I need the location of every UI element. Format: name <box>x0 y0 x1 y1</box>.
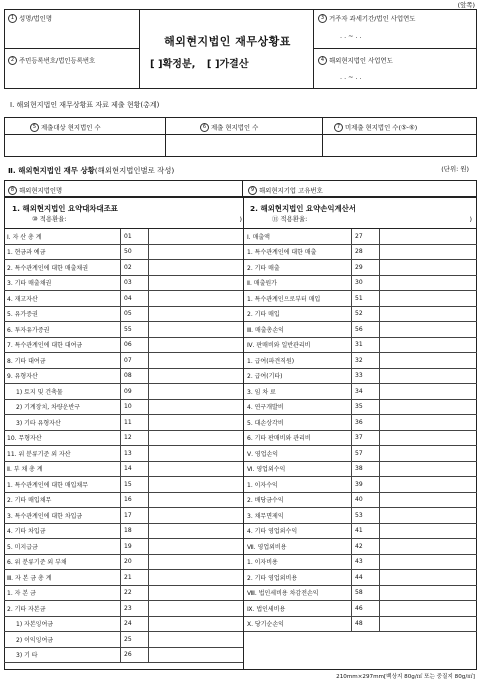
amount-cell[interactable] <box>380 477 478 493</box>
table-row <box>4 632 243 648</box>
row-label: 11. 위 분류기준 외 자산 <box>4 446 121 462</box>
is-exchange-rate-label: ⑪ 적용환율: <box>272 215 308 223</box>
table-row <box>4 523 243 539</box>
row-code: 08 <box>121 368 149 384</box>
row-code: 57 <box>352 446 380 462</box>
row-code: 03 <box>121 275 149 291</box>
amount-cell[interactable] <box>380 399 478 415</box>
row-label: Ⅱ. 매출원가 <box>244 275 352 291</box>
row-label: Ⅷ. 법인세비용 차감전손익 <box>244 585 352 601</box>
row-code: 10 <box>121 399 149 415</box>
amount-cell[interactable] <box>149 508 244 524</box>
row-label: 4. 연구개발비 <box>244 399 352 415</box>
table-row <box>4 244 243 260</box>
amount-cell[interactable] <box>149 275 244 291</box>
row-code: 22 <box>121 585 149 601</box>
table-row <box>244 275 477 291</box>
table-row <box>4 384 243 400</box>
row-code: 48 <box>352 616 380 632</box>
table-row <box>4 291 243 307</box>
row-code: 50 <box>121 244 149 260</box>
amount-cell[interactable] <box>149 647 244 663</box>
amount-cell[interactable] <box>149 306 244 322</box>
balance-sheet-header: 1. 해외현지법인 요약대차대조표 ⑩ 적용환율: ) <box>12 204 242 223</box>
amount-cell[interactable] <box>149 477 244 493</box>
row-code: 35 <box>352 399 380 415</box>
row-label: 3. 기타 매출채권 <box>4 275 121 291</box>
amount-cell[interactable] <box>380 616 478 632</box>
row-label: 1) 자본잉여금 <box>4 616 121 632</box>
row-label: 1. 이자비용 <box>244 554 352 570</box>
amount-cell[interactable] <box>380 523 478 539</box>
row-code: 34 <box>352 384 380 400</box>
row-label: 2. 기타 매입 <box>244 306 352 322</box>
table-row <box>244 508 477 524</box>
amount-cell[interactable] <box>149 415 244 431</box>
table-row <box>244 570 477 586</box>
submitted-count-label: 6 제출 현지법인 수 <box>200 123 258 132</box>
table-row <box>4 229 243 244</box>
row-code: 16 <box>121 492 149 508</box>
row-code: 06 <box>121 337 149 353</box>
table-row <box>244 585 477 601</box>
row-label: Ⅵ. 영업외수익 <box>244 461 352 477</box>
row-label: Ⅲ. 자 본 금 총 계 <box>4 570 121 586</box>
business-year-label: 4 해외현지법인 사업연도 <box>318 56 393 65</box>
amount-cell[interactable] <box>149 539 244 555</box>
table-row <box>244 477 477 493</box>
amount-cell[interactable] <box>149 601 244 617</box>
amount-cell[interactable] <box>149 430 244 446</box>
table-row <box>4 260 243 276</box>
confirmed-checkbox-label[interactable]: [ ]확정분, <box>150 59 196 70</box>
table-row <box>244 306 477 322</box>
amount-cell[interactable] <box>149 260 244 276</box>
row-label: 9. 유형자산 <box>4 368 121 384</box>
table-row <box>4 430 243 446</box>
row-code: 28 <box>352 244 380 260</box>
income-statement-header: 2. 해외현지법인 요약손익계산서 ⑪ 적용환율: ) <box>250 204 472 223</box>
row-code: 14 <box>121 461 149 477</box>
amount-cell[interactable] <box>149 244 244 260</box>
row-label: 2. 배당금수익 <box>244 492 352 508</box>
row-code: 37 <box>352 430 380 446</box>
table-row <box>4 337 243 353</box>
amount-cell[interactable] <box>380 275 478 291</box>
table-row <box>244 415 477 431</box>
table-row <box>244 322 477 338</box>
amount-cell[interactable] <box>149 570 244 586</box>
row-code: 58 <box>352 585 380 601</box>
table-row <box>4 415 243 431</box>
row-code: 31 <box>352 337 380 353</box>
row-code: 24 <box>121 616 149 632</box>
id-number-label: 2 주민등록번호/법인등록번호 <box>8 56 95 65</box>
table-row <box>244 260 477 276</box>
table-row <box>4 539 243 555</box>
row-code: 56 <box>352 322 380 338</box>
row-label: 4. 기타 영업외수익 <box>244 523 352 539</box>
row-label: 1. 급여(파견직원) <box>244 353 352 369</box>
row-code: 36 <box>352 415 380 431</box>
amount-cell[interactable] <box>380 461 478 477</box>
row-code: 07 <box>121 353 149 369</box>
row-label: 2. 기타 자본금 <box>4 601 121 617</box>
table-row <box>244 368 477 384</box>
subsidiary-id-label: 9 해외현지기업 고유번호 <box>248 186 323 195</box>
table-row <box>4 570 243 586</box>
amount-cell[interactable] <box>149 384 244 400</box>
row-code: 41 <box>352 523 380 539</box>
amount-cell[interactable] <box>149 616 244 632</box>
amount-cell[interactable] <box>380 554 478 570</box>
amount-cell[interactable] <box>380 492 478 508</box>
row-code: 04 <box>121 291 149 307</box>
row-label: 6. 투자유가증권 <box>4 322 121 338</box>
amount-cell[interactable] <box>380 601 478 617</box>
row-label: Ⅱ. 부 채 총 계 <box>4 461 121 477</box>
amount-cell[interactable] <box>149 322 244 338</box>
row-label: Ⅲ. 매출총손익 <box>244 322 352 338</box>
row-code: 53 <box>352 508 380 524</box>
table-row <box>244 446 477 462</box>
amount-cell[interactable] <box>149 229 244 244</box>
row-label: 4. 재고자산 <box>4 291 121 307</box>
table-row <box>4 322 243 338</box>
row-label: 5. 유가증권 <box>4 306 121 322</box>
amount-cell[interactable] <box>149 632 244 648</box>
row-label: 2. 기타 영업외비용 <box>244 570 352 586</box>
row-code: 44 <box>352 570 380 586</box>
amount-cell[interactable] <box>149 461 244 477</box>
row-code: 09 <box>121 384 149 400</box>
paper-spec-footer: 210mm×297mm[백상지 80g/㎡ 또는 중질지 80g/㎡] <box>336 674 475 680</box>
table-row <box>4 399 243 415</box>
row-code: 05 <box>121 306 149 322</box>
row-code: 32 <box>352 353 380 369</box>
amount-cell[interactable] <box>380 322 478 338</box>
row-code: 15 <box>121 477 149 493</box>
table-row <box>244 291 477 307</box>
row-code: 40 <box>352 492 380 508</box>
amount-cell[interactable] <box>380 539 478 555</box>
subsidiary-name-label: 8 해외현지법인명 <box>8 186 62 195</box>
amount-cell[interactable] <box>149 446 244 462</box>
row-label: 5. 미지급금 <box>4 539 121 555</box>
balance-sheet-table <box>4 228 243 663</box>
table-row <box>244 399 477 415</box>
business-year-value: . . ~ . . <box>340 73 362 81</box>
row-label: 2. 기타 매출 <box>244 260 352 276</box>
table-row <box>244 384 477 400</box>
row-code: 26 <box>121 647 149 663</box>
taxable-period-label: 3 거주자 과세기간/법인 사업연도 <box>318 14 415 23</box>
row-label: Ⅰ. 자 산 총 계 <box>4 229 121 244</box>
amount-cell[interactable] <box>149 368 244 384</box>
amount-cell[interactable] <box>149 291 244 307</box>
row-code: 46 <box>352 601 380 617</box>
row-code: 18 <box>121 523 149 539</box>
row-code: 51 <box>352 291 380 307</box>
provisional-checkbox-label[interactable]: [ ]가결산 <box>206 59 249 70</box>
row-code: 30 <box>352 275 380 291</box>
amount-cell[interactable] <box>380 260 478 276</box>
amount-cell[interactable] <box>380 368 478 384</box>
table-row <box>244 337 477 353</box>
table-row <box>244 601 477 617</box>
row-label: 3. 임 차 료 <box>244 384 352 400</box>
not-submitted-count-label: 7 미제출 현지법인 수(⑤-⑥) <box>334 123 417 132</box>
row-label: 1. 자 본 금 <box>4 585 121 601</box>
table-row <box>4 477 243 493</box>
row-label: 3. 특수관계인에 대한 차입금 <box>4 508 121 524</box>
income-statement-table <box>244 228 477 632</box>
amount-cell[interactable] <box>380 446 478 462</box>
row-label: 2) 이익잉여금 <box>4 632 121 648</box>
row-label: Ⅳ. 판매비와 일반관리비 <box>244 337 352 353</box>
name-label: 1 성명/법인명 <box>8 14 52 23</box>
row-code: 33 <box>352 368 380 384</box>
table-row <box>4 446 243 462</box>
row-label: 6. 위 분류기준 외 부채 <box>4 554 121 570</box>
row-label: 2) 기계장치, 차량운반구 <box>4 399 121 415</box>
table-row <box>4 647 243 663</box>
amount-cell[interactable] <box>380 291 478 307</box>
amount-cell[interactable] <box>380 337 478 353</box>
row-label: Ⅸ. 법인세비용 <box>244 601 352 617</box>
row-label: 7. 특수관계인에 대한 대여금 <box>4 337 121 353</box>
row-label: 1. 현금과 예금 <box>4 244 121 260</box>
row-label: 1) 토지 및 건축물 <box>4 384 121 400</box>
form-side-label: (앞쪽) <box>457 1 475 9</box>
row-label: 1. 특수관계인에 대한 매출 <box>244 244 352 260</box>
amount-cell[interactable] <box>380 353 478 369</box>
table-row <box>244 616 477 632</box>
row-label: 1. 특수관계인에 대한 매입채무 <box>4 477 121 493</box>
row-code: 52 <box>352 306 380 322</box>
amount-cell[interactable] <box>380 244 478 260</box>
amount-cell[interactable] <box>380 570 478 586</box>
row-code: 02 <box>121 260 149 276</box>
amount-cell[interactable] <box>149 523 244 539</box>
row-code: 38 <box>352 461 380 477</box>
row-label: 3) 기타 유형자산 <box>4 415 121 431</box>
amount-cell[interactable] <box>149 554 244 570</box>
amount-cell[interactable] <box>149 399 244 415</box>
table-row <box>244 229 477 244</box>
row-code: 11 <box>121 415 149 431</box>
amount-cell[interactable] <box>149 492 244 508</box>
table-row <box>4 368 243 384</box>
amount-cell[interactable] <box>149 585 244 601</box>
row-label: Ⅰ. 매출액 <box>244 229 352 244</box>
row-label: 3) 기 타 <box>4 647 121 663</box>
row-code: 23 <box>121 601 149 617</box>
amount-cell[interactable] <box>380 415 478 431</box>
row-label: 5. 대손상각비 <box>244 415 352 431</box>
amount-cell[interactable] <box>380 585 478 601</box>
row-code: 55 <box>121 322 149 338</box>
table-row <box>244 554 477 570</box>
row-code: 21 <box>121 570 149 586</box>
table-row <box>244 244 477 260</box>
table-row <box>4 353 243 369</box>
row-code: 01 <box>121 229 149 244</box>
row-label: 1. 이자수익 <box>244 477 352 493</box>
row-label: 10. 무형자산 <box>4 430 121 446</box>
row-code: 13 <box>121 446 149 462</box>
row-code: 17 <box>121 508 149 524</box>
row-label: 6. 기타 판매비와 관리비 <box>244 430 352 446</box>
table-row <box>4 616 243 632</box>
table-row <box>244 430 477 446</box>
table-row <box>4 585 243 601</box>
amount-cell[interactable] <box>380 306 478 322</box>
row-label: 2. 특수관계인에 대한 매출채권 <box>4 260 121 276</box>
row-label: Ⅶ. 영업외비용 <box>244 539 352 555</box>
row-label: 2. 급여(기타) <box>244 368 352 384</box>
table-row <box>4 554 243 570</box>
table-row <box>4 508 243 524</box>
subtitle <box>150 55 310 70</box>
table-row <box>4 601 243 617</box>
page-title: 해외현지법인 재무상황표 <box>164 35 291 48</box>
table-row <box>4 275 243 291</box>
row-code: 27 <box>352 229 380 244</box>
row-label: Ⅹ. 당기순손익 <box>244 616 352 632</box>
table-row <box>4 306 243 322</box>
table-row <box>244 353 477 369</box>
row-code: 42 <box>352 539 380 555</box>
table-row <box>4 461 243 477</box>
row-label: 8. 기타 대여금 <box>4 353 121 369</box>
table-row <box>244 461 477 477</box>
amount-cell[interactable] <box>380 508 478 524</box>
taxable-period-value: . . ~ . . <box>340 32 362 40</box>
amount-cell[interactable] <box>380 430 478 446</box>
amount-cell[interactable] <box>380 384 478 400</box>
table-row <box>244 523 477 539</box>
row-code: 39 <box>352 477 380 493</box>
row-code: 25 <box>121 632 149 648</box>
amount-cell[interactable] <box>380 229 478 244</box>
row-code: 43 <box>352 554 380 570</box>
row-label: 2. 기타 매입채무 <box>4 492 121 508</box>
row-label: Ⅴ. 영업손익 <box>244 446 352 462</box>
table-row <box>244 539 477 555</box>
row-label: 3. 채무면제익 <box>244 508 352 524</box>
row-code: 20 <box>121 554 149 570</box>
unit-label: (단위: 원) <box>441 165 469 173</box>
amount-cell[interactable] <box>149 337 244 353</box>
row-label: 4. 기타 차입금 <box>4 523 121 539</box>
amount-cell[interactable] <box>149 353 244 369</box>
row-label: 1. 특수관계인으로부터 매입 <box>244 291 352 307</box>
row-code: 19 <box>121 539 149 555</box>
row-code: 12 <box>121 430 149 446</box>
submission-target-count-label: 5 제출대상 현지법인 수 <box>30 123 101 132</box>
bs-exchange-rate-label: ⑩ 적용환율: <box>32 215 67 223</box>
section1-title: Ⅰ. 해외현지법인 재무상황표 자료 제출 현황(총계) <box>10 101 160 109</box>
table-row <box>4 492 243 508</box>
table-row <box>244 492 477 508</box>
row-code: 29 <box>352 260 380 276</box>
section2-title: Ⅱ. 해외현지법인 재무 상황(해외현지법인별로 작성) <box>8 166 175 175</box>
